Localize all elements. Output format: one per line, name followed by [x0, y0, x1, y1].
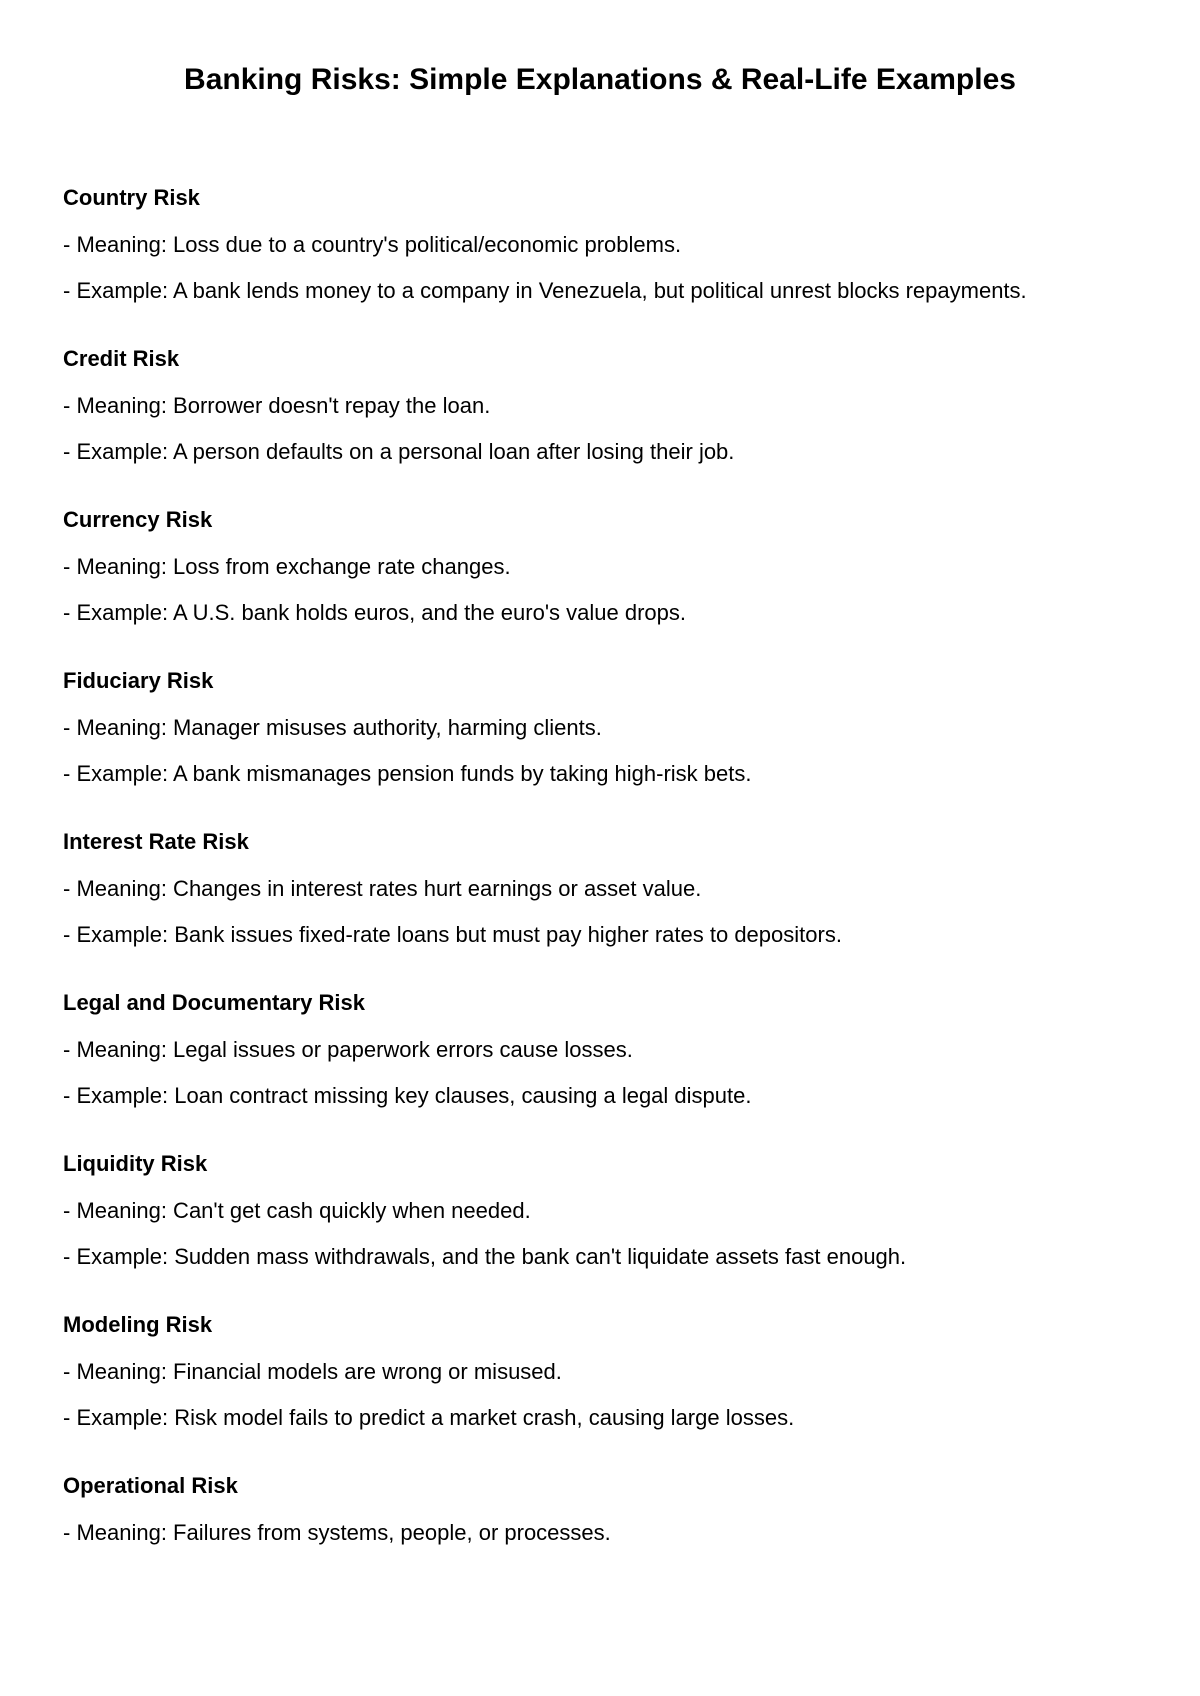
example-line: - Example: A bank lends money to a company in Venezuela, but political unrest blocks repayments. [63, 278, 1027, 303]
example-line: - Example: A bank mismanages pension funds by taking high-risk bets. [63, 761, 752, 786]
meaning-line: - Meaning: Financial models are wrong or misused. [63, 1359, 562, 1384]
meaning-line: - Meaning: Can't get cash quickly when needed. [63, 1198, 531, 1223]
risk-section-credit [63, 346, 1163, 507]
risk-section-liquidity [63, 1151, 1163, 1312]
example-line: - Example: Bank issues fixed-rate loans but must pay higher rates to depositors. [63, 922, 842, 947]
section-heading: Fiduciary Risk [63, 668, 214, 693]
risk-section-country [63, 185, 1163, 346]
section-heading: Country Risk [63, 185, 200, 210]
example-line: - Example: Loan contract missing key clauses, causing a legal dispute. [63, 1083, 752, 1108]
risk-section-modeling [63, 1312, 1163, 1473]
risk-sections [63, 185, 1163, 1634]
example-line: - Example: Risk model fails to predict a market crash, causing large losses. [63, 1405, 795, 1430]
section-heading: Currency Risk [63, 507, 213, 532]
section-heading: Modeling Risk [63, 1312, 213, 1337]
risk-section-interest-rate [63, 829, 1163, 990]
section-heading: Liquidity Risk [63, 1151, 208, 1176]
document-title: Banking Risks: Simple Explanations & Real-Life Examples [184, 63, 1016, 96]
section-heading: Credit Risk [63, 346, 180, 371]
risk-section-fiduciary [63, 668, 1163, 829]
meaning-line: - Meaning: Failures from systems, people, or processes. [63, 1520, 611, 1545]
risk-section-currency [63, 507, 1163, 668]
meaning-line: - Meaning: Manager misuses authority, harming clients. [63, 715, 602, 740]
meaning-line: - Meaning: Legal issues or paperwork errors cause losses. [63, 1037, 633, 1062]
risk-section-legal-documentary [63, 990, 1163, 1151]
example-line: - Example: A U.S. bank holds euros, and the euro's value drops. [63, 600, 687, 625]
section-heading: Operational Risk [63, 1473, 238, 1498]
meaning-line: - Meaning: Loss from exchange rate changes. [63, 554, 511, 579]
risk-section-operational [63, 1473, 1163, 1634]
section-heading: Interest Rate Risk [63, 829, 249, 854]
meaning-line: - Meaning: Changes in interest rates hurt earnings or asset value. [63, 876, 702, 901]
example-line: - Example: A person defaults on a personal loan after losing their job. [63, 439, 735, 464]
section-heading: Legal and Documentary Risk [63, 990, 365, 1015]
example-line: - Example: Sudden mass withdrawals, and the bank can't liquidate assets fast enough. [63, 1244, 907, 1269]
meaning-line: - Meaning: Borrower doesn't repay the loan. [63, 393, 491, 418]
meaning-line: - Meaning: Loss due to a country's political/economic problems. [63, 232, 682, 257]
